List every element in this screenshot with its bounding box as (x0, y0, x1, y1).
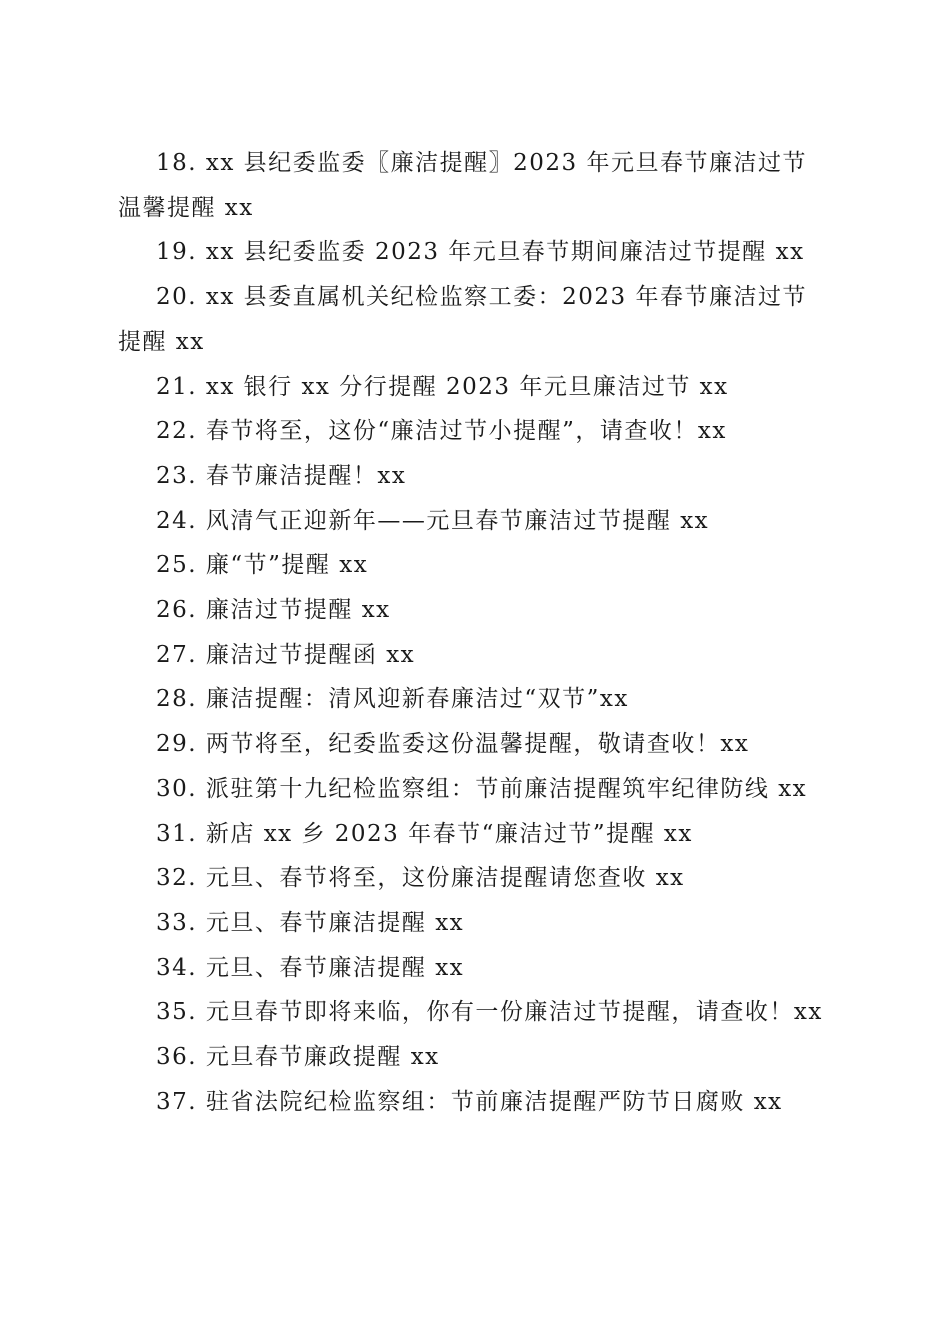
list-item: 35. 元旦春节即将来临，你有一份廉洁过节提醒，请查收！xx (156, 999, 823, 1026)
list-item: 33. 元旦、春节廉洁提醒 xx (156, 909, 465, 936)
list-item: 25. 廉“节”提醒 xx (156, 552, 369, 579)
list-item: 37. 驻省法院纪检监察组：节前廉洁提醒严防节日腐败 xx (156, 1088, 783, 1115)
list-item: 36. 元旦春节廉政提醒 xx (156, 1044, 440, 1071)
list-item: 19. xx 县纪委监委 2023 年元旦春节期间廉洁过节提醒 xx (156, 239, 805, 266)
list-item: 29. 两节将至，纪委监委这份温馨提醒，敬请查收！xx (156, 731, 750, 758)
list-item: 21. xx 银行 xx 分行提醒 2023 年元旦廉洁过节 xx (156, 373, 729, 400)
list-item: 20. xx 县委直属机关纪检监察工委：2023 年春节廉洁过节提醒 xx (118, 284, 807, 355)
list-item: 34. 元旦、春节廉洁提醒 xx (156, 954, 465, 981)
list-item: 23. 春节廉洁提醒！xx (156, 462, 407, 489)
list-item: 32. 元旦、春节将至，这份廉洁提醒请您查收 xx (156, 865, 685, 892)
list-item: 28. 廉洁提醒：清风迎新春廉洁过“双节”xx (156, 686, 629, 713)
list-item: 31. 新店 xx 乡 2023 年春节“廉洁过节”提醒 xx (156, 820, 693, 847)
list-item: 30. 派驻第十九纪检监察组：节前廉洁提醒筑牢纪律防线 xx (156, 775, 808, 802)
list-item: 18. xx 县纪委监委〖廉洁提醒〗2023 年元旦春节廉洁过节温馨提醒 xx (118, 150, 807, 221)
title-list (118, 141, 826, 1124)
list-item: 26. 廉洁过节提醒 xx (156, 597, 391, 624)
list-item: 22. 春节将至，这份“廉洁过节小提醒”，请查收！xx (156, 418, 727, 445)
list-item: 24. 风清气正迎新年——元旦春节廉洁过节提醒 xx (156, 507, 710, 534)
list-item: 27. 廉洁过节提醒函 xx (156, 641, 416, 668)
